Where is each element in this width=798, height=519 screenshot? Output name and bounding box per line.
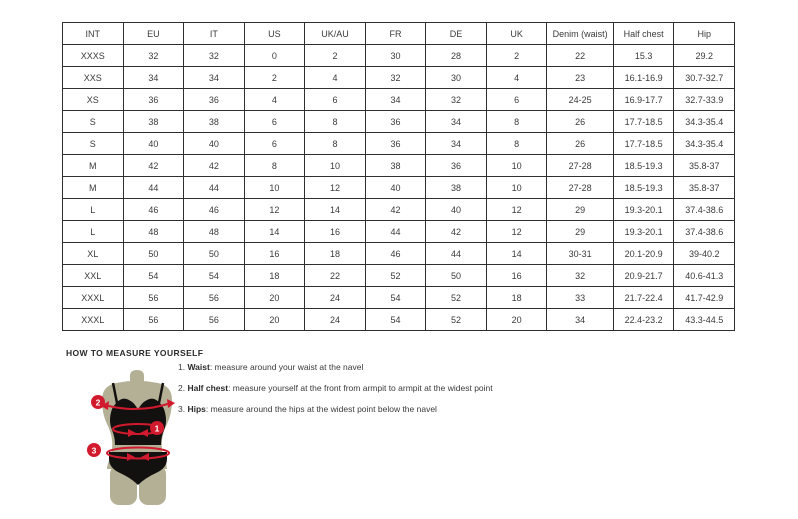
table-cell: 8: [486, 111, 547, 133]
table-cell: 22: [305, 265, 366, 287]
table-cell: 52: [365, 265, 426, 287]
table-cell: 52: [426, 287, 487, 309]
badge-hips: [87, 443, 101, 457]
item-number: 1.: [178, 362, 188, 372]
table-cell: 6: [305, 89, 366, 111]
item-label: Hips: [187, 404, 206, 414]
table-cell: 22: [547, 45, 614, 67]
table-cell: 54: [365, 309, 426, 331]
table-cell: 4: [244, 89, 305, 111]
table-cell: 22.4-23.2: [613, 309, 674, 331]
table-row: [63, 199, 735, 221]
table-cell: 18.5-19.3: [613, 177, 674, 199]
table-cell: 43.3-44.5: [674, 309, 735, 331]
measure-instructions-list: [178, 363, 493, 426]
table-cell: 50: [123, 243, 184, 265]
table-cell: 36: [365, 111, 426, 133]
table-row: [63, 133, 735, 155]
table-cell: 56: [184, 287, 245, 309]
measure-instruction-item: [178, 384, 493, 393]
table-cell: 46: [123, 199, 184, 221]
table-cell: 12: [486, 221, 547, 243]
column-header: Denim (waist): [547, 23, 614, 45]
item-number: 2.: [178, 383, 188, 393]
table-cell: 6: [244, 133, 305, 155]
table-cell: 40: [365, 177, 426, 199]
mannequin-figure: [85, 369, 191, 507]
table-cell: 2: [244, 67, 305, 89]
table-cell: 32: [184, 45, 245, 67]
table-cell: 6: [244, 111, 305, 133]
size-table: [62, 22, 735, 331]
table-cell: 35.8-37: [674, 155, 735, 177]
table-cell: 38: [184, 111, 245, 133]
table-cell: 50: [426, 265, 487, 287]
table-cell: 18: [305, 243, 366, 265]
table-cell: 30: [365, 45, 426, 67]
table-cell: 48: [184, 221, 245, 243]
table-cell: 56: [123, 309, 184, 331]
table-cell: 14: [486, 243, 547, 265]
table-cell: 38: [123, 111, 184, 133]
table-cell: 4: [486, 67, 547, 89]
table-cell: 38: [365, 155, 426, 177]
table-cell: XXXL: [63, 309, 124, 331]
measure-instruction-item: [178, 405, 493, 414]
table-row: [63, 221, 735, 243]
table-cell: 20: [486, 309, 547, 331]
table-cell: 16: [305, 221, 366, 243]
table-cell: 32: [123, 45, 184, 67]
column-header: Hip: [674, 23, 735, 45]
table-cell: 4: [305, 67, 366, 89]
column-header: FR: [365, 23, 426, 45]
table-cell: 15.3: [613, 45, 674, 67]
table-cell: S: [63, 111, 124, 133]
table-cell: 54: [123, 265, 184, 287]
table-cell: 20: [244, 309, 305, 331]
table-cell: 27-28: [547, 155, 614, 177]
table-cell: 40: [426, 199, 487, 221]
table-row: [63, 287, 735, 309]
table-cell: 34: [426, 133, 487, 155]
table-cell: 42: [365, 199, 426, 221]
table-cell: 34: [365, 89, 426, 111]
table-cell: 28: [426, 45, 487, 67]
table-cell: 26: [547, 133, 614, 155]
table-cell: L: [63, 221, 124, 243]
table-row: [63, 67, 735, 89]
table-cell: 8: [305, 133, 366, 155]
table-cell: 42: [426, 221, 487, 243]
table-cell: 12: [486, 199, 547, 221]
table-cell: 30-31: [547, 243, 614, 265]
table-row: [63, 89, 735, 111]
table-cell: 34: [547, 309, 614, 331]
table-cell: 18: [486, 287, 547, 309]
table-cell: 24: [305, 287, 366, 309]
table-cell: 21.7-22.4: [613, 287, 674, 309]
table-cell: 39-40.2: [674, 243, 735, 265]
table-cell: 40: [184, 133, 245, 155]
table-cell: 40.6-41.3: [674, 265, 735, 287]
table-cell: 46: [184, 199, 245, 221]
table-cell: 14: [305, 199, 366, 221]
item-number: 3.: [178, 404, 188, 414]
table-cell: XS: [63, 89, 124, 111]
badge-half-chest: [91, 395, 105, 409]
table-row: [63, 155, 735, 177]
item-text: : measure around your waist at the navel: [209, 362, 364, 372]
table-cell: 17.7-18.5: [613, 133, 674, 155]
table-cell: M: [63, 177, 124, 199]
table-cell: 36: [365, 133, 426, 155]
table-cell: 10: [305, 155, 366, 177]
table-cell: 24: [305, 309, 366, 331]
column-header: UK: [486, 23, 547, 45]
table-cell: 34: [426, 111, 487, 133]
table-cell: 37.4-38.6: [674, 199, 735, 221]
item-label: Half chest: [187, 383, 229, 393]
measure-section-heading: HOW TO MEASURE YOURSELF: [66, 348, 204, 358]
column-header: INT: [63, 23, 124, 45]
table-cell: 18: [244, 265, 305, 287]
table-cell: 6: [486, 89, 547, 111]
table-cell: 16: [486, 265, 547, 287]
table-cell: S: [63, 133, 124, 155]
table-cell: 8: [305, 111, 366, 133]
table-cell: 14: [244, 221, 305, 243]
table-cell: 50: [184, 243, 245, 265]
table-cell: 34: [184, 67, 245, 89]
table-cell: XL: [63, 243, 124, 265]
table-cell: 32: [426, 89, 487, 111]
table-row: [63, 45, 735, 67]
table-cell: 38: [426, 177, 487, 199]
column-header: US: [244, 23, 305, 45]
column-header: Half chest: [613, 23, 674, 45]
table-header-row: [63, 23, 735, 45]
table-cell: 54: [184, 265, 245, 287]
column-header: UK/AU: [305, 23, 366, 45]
table-cell: 29: [547, 199, 614, 221]
table-row: [63, 309, 735, 331]
table-cell: 23: [547, 67, 614, 89]
table-cell: 2: [305, 45, 366, 67]
svg-text:3: 3: [91, 445, 97, 456]
table-cell: 44: [426, 243, 487, 265]
item-text: : measure yourself at the front from armpit to armpit at the widest point: [228, 383, 493, 393]
table-cell: 10: [486, 155, 547, 177]
table-row: [63, 265, 735, 287]
table-cell: XXL: [63, 265, 124, 287]
table-row: [63, 243, 735, 265]
measure-instruction-item: [178, 363, 493, 372]
table-cell: 42: [123, 155, 184, 177]
size-table-body: [63, 45, 735, 331]
table-cell: 48: [123, 221, 184, 243]
table-cell: 44: [123, 177, 184, 199]
table-cell: 32.7-33.9: [674, 89, 735, 111]
table-cell: XXXL: [63, 287, 124, 309]
table-cell: 16.9-17.7: [613, 89, 674, 111]
table-cell: 8: [244, 155, 305, 177]
item-label: Waist: [187, 362, 210, 372]
table-cell: 10: [486, 177, 547, 199]
table-cell: 0: [244, 45, 305, 67]
table-cell: 30.7-32.7: [674, 67, 735, 89]
table-cell: 20.1-20.9: [613, 243, 674, 265]
table-cell: 44: [184, 177, 245, 199]
table-cell: 12: [305, 177, 366, 199]
table-cell: 26: [547, 111, 614, 133]
table-cell: 46: [365, 243, 426, 265]
table-cell: 42: [184, 155, 245, 177]
table-cell: 24-25: [547, 89, 614, 111]
table-cell: L: [63, 199, 124, 221]
table-row: [63, 177, 735, 199]
column-header: EU: [123, 23, 184, 45]
item-text: : measure around the hips at the widest point below the navel: [205, 404, 437, 414]
table-cell: 20.9-21.7: [613, 265, 674, 287]
table-cell: 40: [123, 133, 184, 155]
svg-text:2: 2: [95, 397, 101, 408]
table-cell: 20: [244, 287, 305, 309]
table-cell: 34.3-35.4: [674, 133, 735, 155]
table-cell: 29: [547, 221, 614, 243]
table-cell: 17.7-18.5: [613, 111, 674, 133]
badge-waist: [150, 421, 164, 435]
column-header: IT: [184, 23, 245, 45]
table-cell: 36: [184, 89, 245, 111]
table-cell: 29.2: [674, 45, 735, 67]
table-cell: 2: [486, 45, 547, 67]
table-cell: 16: [244, 243, 305, 265]
table-cell: 33: [547, 287, 614, 309]
table-cell: 36: [426, 155, 487, 177]
table-cell: 36: [123, 89, 184, 111]
table-cell: 19.3-20.1: [613, 221, 674, 243]
table-cell: 52: [426, 309, 487, 331]
table-cell: 8: [486, 133, 547, 155]
table-cell: 56: [123, 287, 184, 309]
table-cell: 37.4-38.6: [674, 221, 735, 243]
table-cell: 41.7-42.9: [674, 287, 735, 309]
table-cell: 34: [123, 67, 184, 89]
table-cell: 44: [365, 221, 426, 243]
table-cell: 54: [365, 287, 426, 309]
table-cell: 30: [426, 67, 487, 89]
table-cell: 18.5-19.3: [613, 155, 674, 177]
table-row: [63, 111, 735, 133]
table-cell: 19.3-20.1: [613, 199, 674, 221]
table-cell: XXS: [63, 67, 124, 89]
table-cell: M: [63, 155, 124, 177]
table-cell: 56: [184, 309, 245, 331]
table-cell: 10: [244, 177, 305, 199]
table-cell: XXXS: [63, 45, 124, 67]
column-header: DE: [426, 23, 487, 45]
table-cell: 27-28: [547, 177, 614, 199]
table-cell: 16.1-16.9: [613, 67, 674, 89]
table-cell: 12: [244, 199, 305, 221]
table-cell: 32: [547, 265, 614, 287]
svg-text:1: 1: [154, 423, 160, 434]
table-cell: 34.3-35.4: [674, 111, 735, 133]
table-cell: 35.8-37: [674, 177, 735, 199]
table-cell: 32: [365, 67, 426, 89]
